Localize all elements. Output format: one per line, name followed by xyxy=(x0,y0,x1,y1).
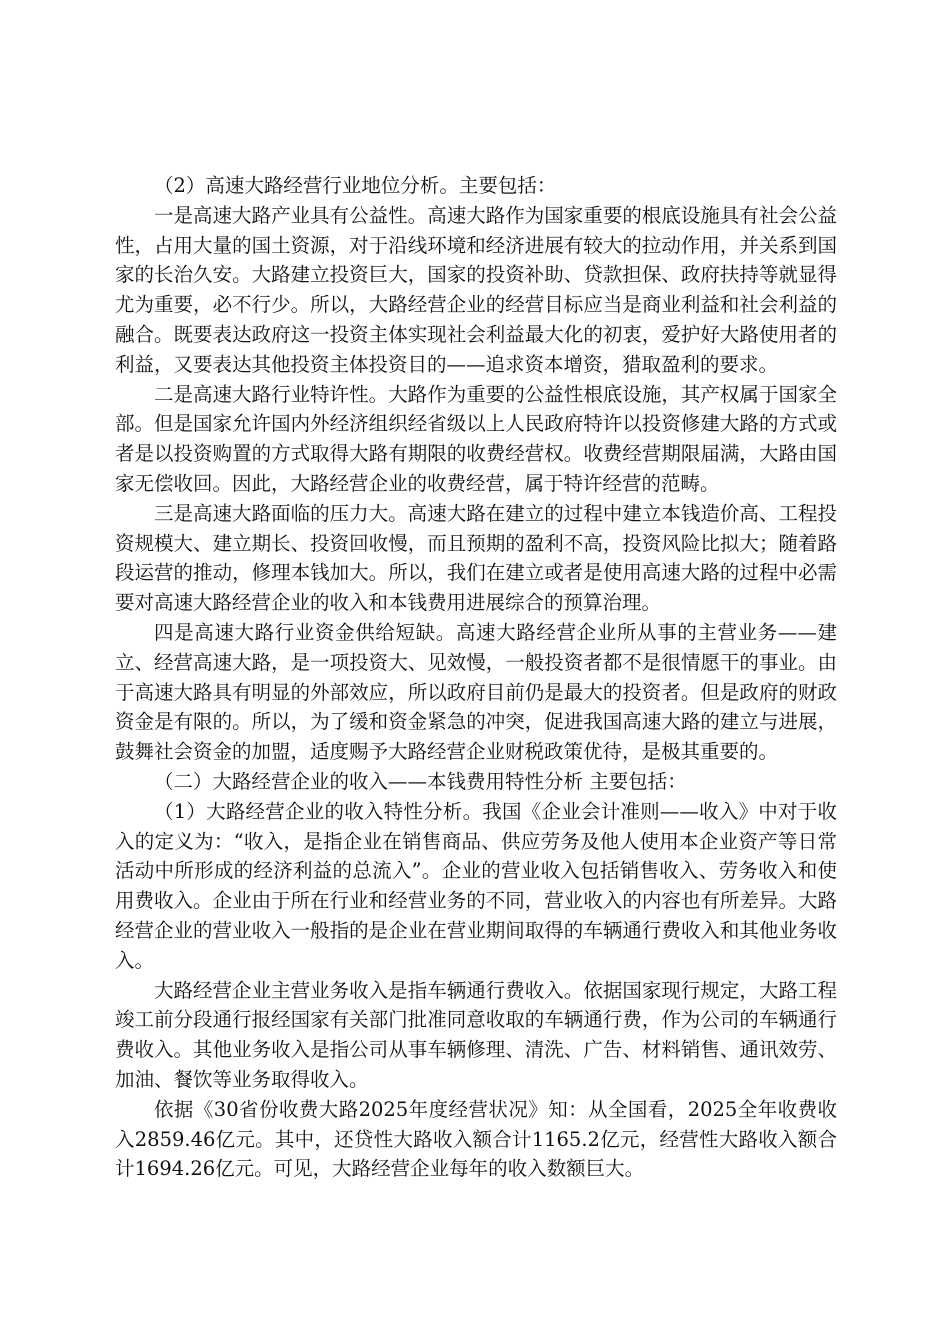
section-heading-revenue-cost: （二）大路经营企业的收入——本钱费用特性分析 主要包括： xyxy=(154,769,687,793)
paragraph-revenue-characteristics: （1）大路经营企业的收入特性分析。我国《企业会计准则——收入》中对于收入的定义为：“收入，是指企业在销售商品、供应劳务及他人使用本企业资产等日常活动中所形成的经济利益的总流入”。企业的营业收入包括销售收入、劳务收入和使用费收入。企业由于所在行业和经营业务的不同，营业收入的内容也有所差异。大路经营企业的营业收入一般指的是企业在营业期间取得的车辆通行费收入和其他业务收入。 xyxy=(115,799,837,972)
paragraph-public-welfare: 一是高速大路产业具有公益性。高速大路作为国家重要的根底设施具有社会公益性，占用大量的国土资源，对于沿线环境和经济进展有较大的拉动作用，并关系到国家的长治久安。大路建立投资巨大，国家的投资补助、贷款担保、政府扶持等就显得尤为重要，必不行少。所以，大路经营企业的经营目标应当是商业利益和社会利益的融合。既要表达政府这一投资主体实现社会利益最大化的初衷，爱护好大路使用者的利益，又要表达其他投资主体投资目的——追求资本增资，猎取盈利的要求。 xyxy=(115,203,837,376)
document-body xyxy=(115,171,837,1184)
section-heading-industry-position: （2）高速大路经营行业地位分析。主要包括： xyxy=(154,174,557,197)
paragraph-funding-shortage: 四是高速大路行业资金供给短缺。高速大路经营企业所从事的主营业务——建立、经营高速大路，是一项投资大、见效慢，一般投资者都不是很情愿干的事业。由于高速大路具有明显的外部效应，所以政府目前仍是最大的投资者。但是政府的财政资金是有限的。所以，为了缓和资金紧急的冲突，促进我国高速大路的建立与进展，鼓舞社会资金的加盟，适度赐予大路经营企业财税政策优待，是极其重要的。 xyxy=(115,620,837,764)
paragraph-national-statistics: 依据《30省份收费大路2025年度经营状况》知：从全国看，2025全年收费收入2859.46亿元。其中，还贷性大路收入额合计1165.2亿元，经营性大路收入额合计1694.26亿元。可见，大路经营企业每年的收入数额巨大。 xyxy=(115,1097,837,1181)
paragraph-pressure: 三是高速大路面临的压力大。高速大路在建立的过程中建立本钱造价高、工程投资规模大、建立期长、投资回收慢，而且预期的盈利不高，投资风险比拟大；随着路段运营的推动，修理本钱加大。所以，我们在建立或者是使用高速大路的过程中必需要对高速大路经营企业的收入和本钱费用进展综合的预算治理。 xyxy=(115,501,837,615)
paragraph-main-business-revenue: 大路经营企业主营业务收入是指车辆通行费收入。依据国家现行规定，大路工程竣工前分段通行报经国家有关部门批准同意收取的车辆通行费，作为公司的车辆通行费收入。其他业务收入是指公司从事车辆修理、清洗、广告、材料销售、通讯效劳、加油、餐饮等业务取得收入。 xyxy=(115,978,837,1091)
paragraph-franchise: 二是高速大路行业特许性。大路作为重要的公益性根底设施，其产权属于国家全部。但是国家允许国内外经济组织经省级以上人民政府特许以投资修建大路的方式或者是以投资购置的方式取得大路有期限的收费经营权。收费经营期限届满，大路由国家无偿收回。因此，大路经营企业的收费经营，属于特许经营的范畴。 xyxy=(115,382,837,495)
